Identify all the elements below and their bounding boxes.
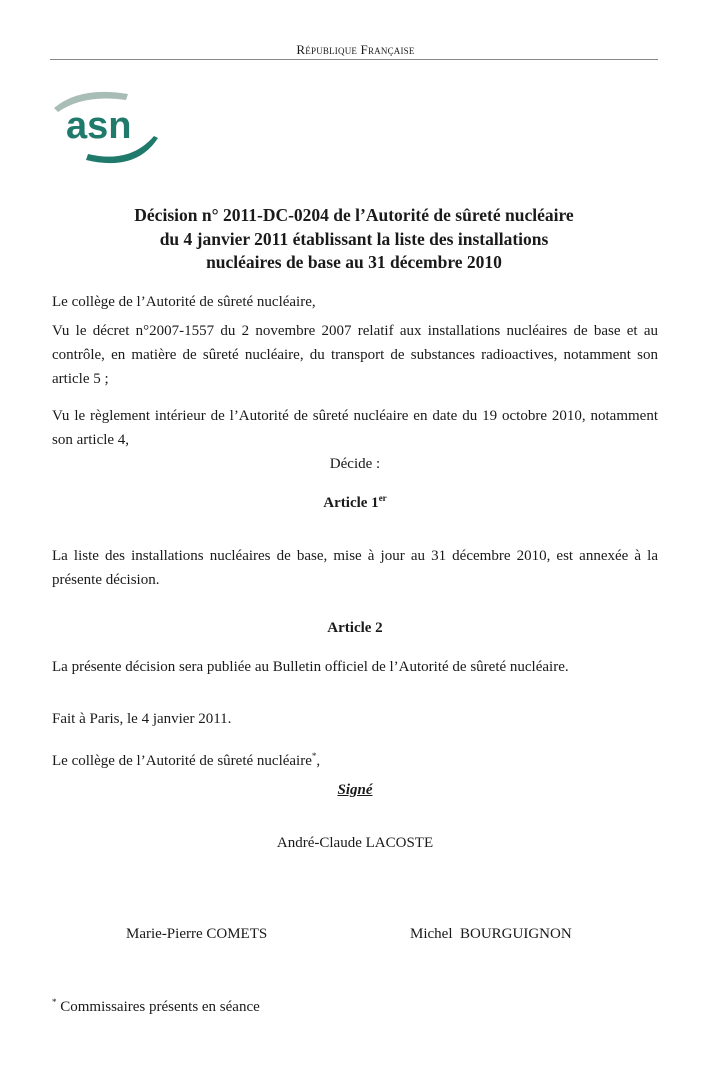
fait-a-paris: Fait à Paris, le 4 janvier 2011. [52,711,232,727]
article-2-text: La présente décision sera publiée au Bulletin officiel de l’Autorité de sûreté nucléaire. [52,659,569,675]
vu-decret-paragraph: Vu le décret n°2007-1557 du 2 novembre 2007 relatif aux installations nucléaires de base et au contrôle, en matière de sûreté nucléaire, du transport de substances radioactives, notamment son article 5 ; [52,323,658,387]
college-text: Le collège de l’Autorité de sûreté nucléaire [52,753,312,769]
title-line: Décision n° 2011-DC-0204 de l’Autorité de sûreté nucléaire [134,205,574,225]
article-1-sup: er [378,493,387,503]
title-line: du 4 janvier 2011 établissant la liste des installations [159,228,549,249]
article-1-text: La liste des installations nucléaires de base, mise à jour au 31 décembre 2010, est annexée à la présente décision. [52,548,658,588]
signatory-president: André-Claude LACOSTE [276,835,434,851]
footnote-text: Commissaires présents en séance [60,999,260,1015]
college-signature-line [52,744,658,773]
header-divider [50,59,658,60]
title-line: nucléaires de base au 31 décembre 2010 [206,252,502,272]
decision-title [50,204,658,275]
intro-paragraph: Le collège de l’Autorité de sûreté nucléaire, [52,294,316,310]
article-2-heading: Article 2 [327,620,383,636]
signatory-comets: Marie-Pierre COMETS [126,926,268,942]
svg-text:asn: asn [66,105,132,147]
footnote [52,997,260,1016]
footnote-mark: * [52,997,57,1007]
footnote-mark: * [311,751,317,761]
college-comma: , [316,753,321,769]
signatory-bourguignon: Michel BOURGUIGNON [410,926,572,942]
header-republique: République Française [296,42,415,57]
vu-reglement-paragraph: Vu le règlement intérieur de l’Autorité de sûreté nucléaire en date du 19 octobre 2010, notamment son article 4, [52,408,658,448]
asn-logo [50,86,160,166]
article-1-title: Article 1 [323,495,379,511]
decide-label: Décide : [329,456,381,472]
signe-label: Signé [337,782,373,798]
article-1-heading [52,493,658,512]
